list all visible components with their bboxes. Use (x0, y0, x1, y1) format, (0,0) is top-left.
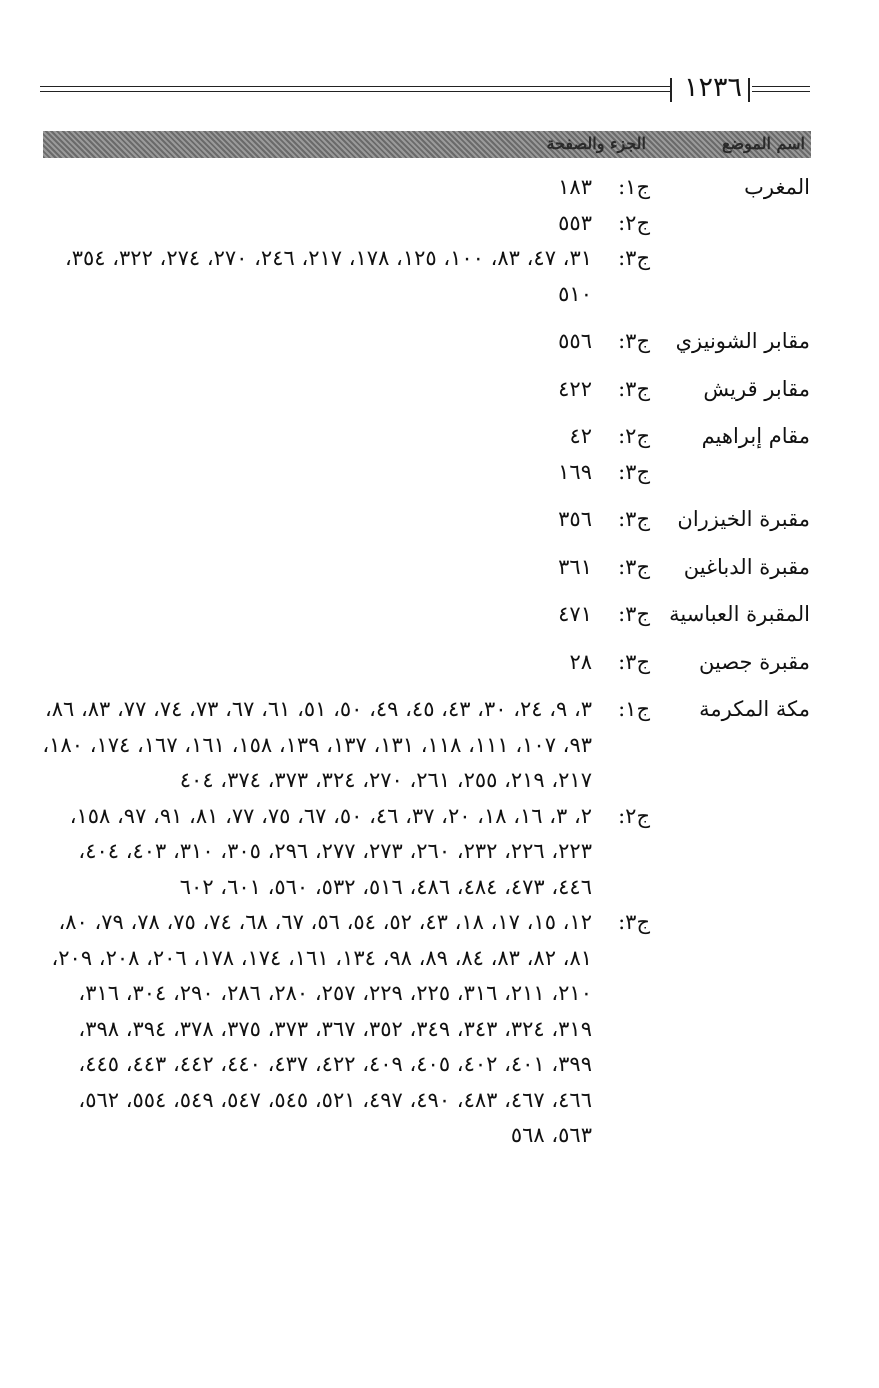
volume-label: ج٣: (618, 910, 650, 934)
page-list: ٤٧١ (558, 602, 592, 626)
index-entries (40, 170, 810, 1154)
page-list: ٢، ٣، ١٦، ١٨، ٢٠، ٣٧، ٤٦، ٥٠، ٦٧، ٧٥، ٧٧، ٨١، ٩١، ٩٧، ١٥٨، ٢٢٣، ٢٢٦، ٢٣٢، ٢٦٠، ٢٧٣، ٢٧٧، ٢٩٦، ٣٠٥، ٣١٠، ٤٠٣، ٤٠٤، ٤٤٦، ٤٧٣، ٤٨٤، ٤٨٦، ٥١٦، ٥٣٢، ٥٦٠، ٦٠١، ٦٠٢ (69, 803, 592, 899)
volume-label: ج٣: (618, 246, 650, 270)
index-entry (40, 597, 810, 633)
volume-label: ج١: (618, 175, 650, 199)
column-header-volume-page: الجزء والصفحة (546, 134, 646, 153)
volume-label: ج٣: (618, 602, 650, 626)
volume-row (40, 502, 650, 538)
volume-row (40, 372, 650, 408)
page-list: ١٦٩ (558, 459, 592, 484)
volume-row (40, 799, 650, 906)
place-name: مقابر الشونيزي (675, 329, 810, 353)
place-name: مكة المكرمة (699, 697, 810, 721)
volume-label: ج٣: (618, 376, 650, 401)
page-list: ٣٥٦ (558, 507, 592, 531)
volume-row (40, 241, 650, 312)
page-list: ٣٦١ (558, 554, 592, 579)
place-name: مقبرة جصين (699, 649, 810, 674)
volume-label: ج٣: (618, 329, 650, 353)
page-list: ٥٥٣ (558, 210, 592, 235)
volume-row (40, 550, 650, 586)
page-list: ٤٢ (569, 424, 592, 448)
volume-row (40, 692, 650, 799)
volume-row (40, 597, 650, 633)
volume-label: ج٣: (618, 554, 650, 579)
index-entry (40, 645, 810, 681)
volume-row (40, 455, 650, 491)
index-entry (40, 170, 810, 312)
column-header-place: اسم الموضع (721, 134, 805, 153)
index-entry (40, 419, 810, 490)
page-list: ٥٥٦ (558, 329, 592, 353)
header-rule-left (40, 86, 670, 92)
column-header-band (43, 131, 811, 158)
page-list: ٣١، ٤٧، ٨٣، ١٠٠، ١٢٥، ١٧٨، ٢١٧، ٢٤٦، ٢٧٠، ٢٧٤، ٣٢٢، ٣٥٤، ٥١٠ (64, 246, 592, 306)
place-name: المقبرة العباسية (669, 602, 810, 626)
volume-row (40, 170, 650, 206)
page-header (40, 72, 810, 110)
place-name: مقبرة الدباغين (683, 554, 810, 579)
index-entry (40, 550, 810, 586)
place-name: مقام إبراهيم (701, 424, 810, 448)
place-name: مقبرة الخيزران (677, 507, 810, 531)
page-number: ١٢٣٦ (683, 72, 742, 103)
header-rule-bar (748, 78, 750, 102)
volume-row (40, 324, 650, 360)
page-list: ٢٨ (569, 649, 592, 674)
volume-label: ج٣: (618, 507, 650, 531)
page-list: ٣، ٩، ٢٤، ٣٠، ٤٣، ٤٥، ٤٩، ٥٠، ٥١، ٦١، ٦٧، ٧٣، ٧٤، ٧٧، ٨٣، ٨٦، ٩٣، ١٠٧، ١١١، ١١٨، ١٣١، ١٣٧، ١٣٩، ١٥٨، ١٦١، ١٦٧، ١٧٤، ١٨٠، ٢١٧، ٢١٩، ٢٥٥، ٢٦١، ٢٧٠، ٣٢٤، ٣٧٣، ٣٧٤، ٤٠٤ (42, 697, 592, 792)
place-name: المغرب (744, 175, 810, 199)
index-entry (40, 372, 810, 408)
volume-row (40, 206, 650, 242)
page-list: ١٢، ١٥، ١٧، ١٨، ٤٣، ٥٢، ٥٤، ٥٦، ٦٧، ٦٨، ٧٤، ٧٥، ٧٨، ٧٩، ٨٠، ٨١، ٨٢، ٨٣، ٨٤، ٨٩، ٩٨، ١٣٤، ١٦١، ١٧٤، ١٧٨، ٢٠٦، ٢٠٨، ٢٠٩، ٢١٠، ٢١١، ٣١٦، ٢٢٥، ٢٢٩، ٢٥٧، ٢٨٠، ٢٨٦، ٢٩٠، ٣٠٤، ٣١٦، ٣١٩، ٣٢٤، ٣٤٣، ٣٤٩، ٣٥٢، ٣٦٧، ٣٧٣، ٣٧٥، ٣٧٨، ٣٩٤، ٣٩٨، ٣٩٩، ٤٠١، ٤٠٢، ٤٠٥، ٤٠٩، ٤٢٢، ٤٣٧، ٤٤٠، ٤٤٢، ٤٤٣، ٤٤٥، ٤٦٦، ٤٦٧، ٤٨٣، ٤٩٠، ٤٩٧، ٥٢١، ٥٤٥، ٥٤٧، ٥٤٩، ٥٥٤، ٥٦٢، ٥٦٣، ٥٦٨ (51, 910, 592, 1147)
volume-row (40, 905, 650, 1154)
index-entry (40, 324, 810, 360)
page-list: ٤٢٢ (558, 376, 592, 401)
page-list: ١٨٣ (558, 175, 592, 199)
volume-label: ج٢: (618, 210, 650, 235)
index-entry (40, 692, 810, 1154)
index-entry (40, 502, 810, 538)
place-name: مقابر قريش (703, 376, 810, 401)
volume-label: ج١: (618, 697, 650, 721)
header-rule-right (752, 86, 810, 92)
volume-label: ج٢: (618, 424, 650, 448)
volume-label: ج٣: (618, 459, 650, 484)
volume-label: ج٣: (618, 649, 650, 674)
header-rule-bar (670, 78, 672, 102)
volume-row (40, 419, 650, 455)
volume-row (40, 645, 650, 681)
volume-label: ج٢: (618, 803, 650, 828)
